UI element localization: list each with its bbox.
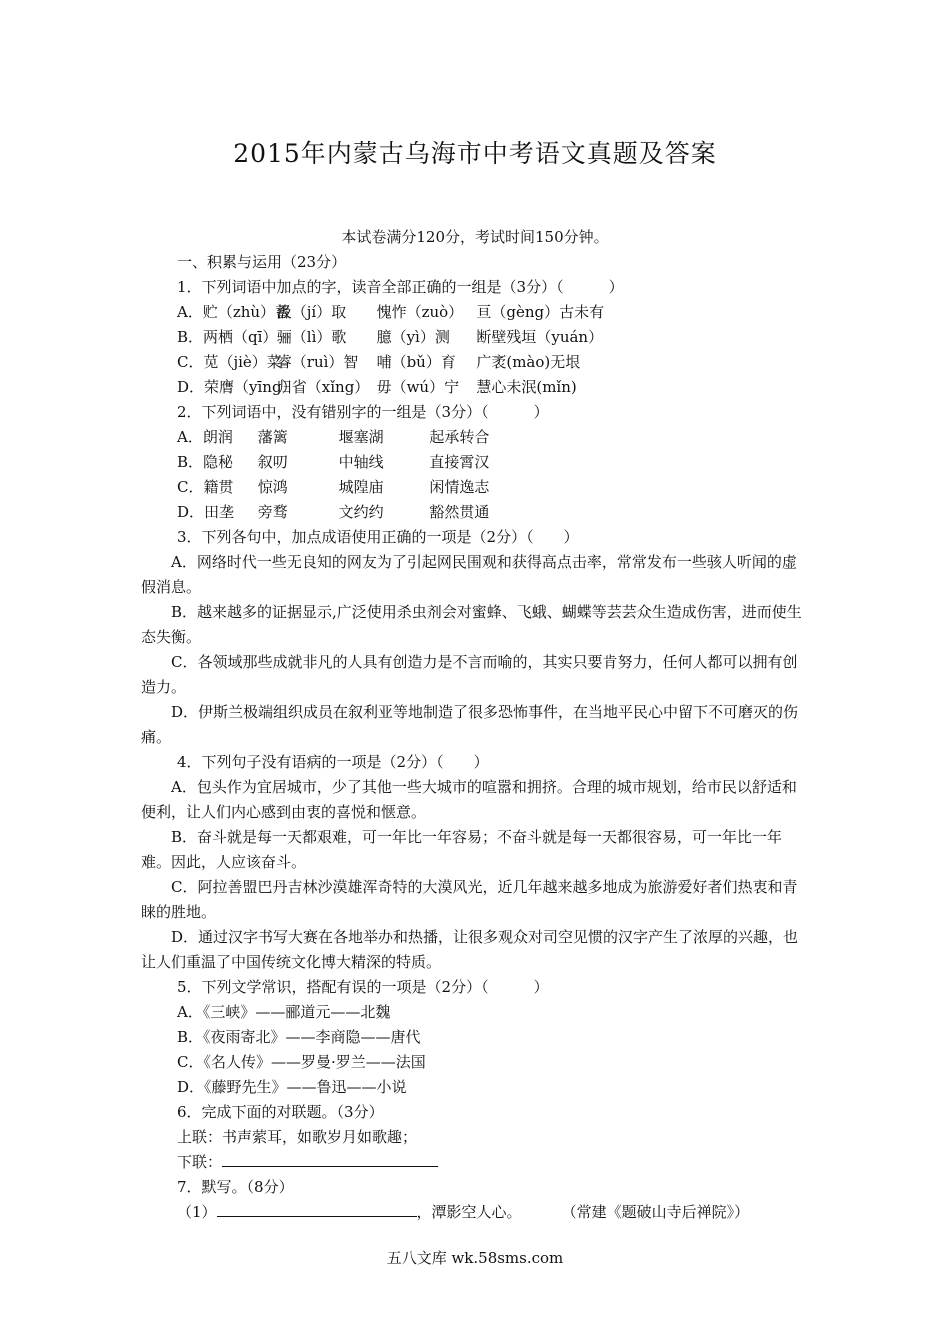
option-item: 闲情逸志 [429, 478, 490, 496]
question-2-option-b [141, 450, 811, 475]
question-1-option-b [141, 325, 811, 350]
option-item: 叙叨 [257, 453, 288, 471]
poem-line: ，潭影空人心。 [416, 1203, 522, 1221]
option-item: 臆（yì）测 [376, 328, 450, 346]
option-item: 骊（lì）歌 [276, 328, 347, 346]
poem-source: （常建《题破山寺后禅院》） [561, 1203, 750, 1221]
couplet-lower [141, 1150, 811, 1175]
answer-blank[interactable] [222, 1150, 438, 1167]
option-item: 文约约 [338, 503, 384, 521]
option-item: A．贮（zhù）蓄 [177, 303, 291, 321]
option-item: 广袤(mào)无垠 [476, 353, 581, 371]
question-2-option-d [141, 500, 811, 525]
couplet-lower-label: 下联： [177, 1153, 223, 1171]
question-2-stem: 2．下列词语中，没有错别字的一组是（3分）（ ） [177, 403, 549, 421]
option-item: 慧心未泯(mǐn) [476, 378, 577, 396]
option-item: 愧怍（zuò） [376, 303, 464, 321]
footer-watermark: 五八文库 wk.58sms.com [386, 1249, 564, 1267]
page-title: 2015年内蒙古乌海市中考语文真题及答案 [233, 139, 717, 168]
question-2-option-c [141, 475, 811, 500]
question-3-option-a: A．网络时代一些无良知的网友为了引起网民围观和获得高点击率，常常发布一些骇人听闻的虚假消息。 [141, 553, 797, 596]
option-item: 直接霄汉 [429, 453, 490, 471]
option-item: 堰塞湖 [338, 428, 384, 446]
option-item: B．两栖（qī） [177, 328, 278, 346]
option-item: 豁然贯通 [429, 503, 490, 521]
exam-intro: 本试卷满分120分，考试时间150分钟。 [341, 228, 609, 246]
question-5-stem: 5．下列文学常识，搭配有误的一项是（2分）（ ） [177, 978, 549, 996]
option-item: 起承转合 [429, 428, 490, 446]
question-3-option-d: D．伊斯兰极端组织成员在叙利亚等地制造了很多恐怖事件，在当地平民心中留下不可磨灭的伤痛。 [141, 703, 799, 746]
option-item: 亘（gèng）古未有 [476, 303, 605, 321]
option-item: D．田垄 [177, 503, 235, 521]
question-3-option-b: B．越来越多的证据显示,广泛使用杀虫剂会对蜜蜂、飞蛾、蝴蝶等芸芸众生造成伤害，进而使生态失衡。 [141, 603, 802, 646]
question-7-item-1 [141, 1200, 811, 1225]
question-2-option-a [141, 425, 811, 450]
question-4-option-b: B．奋斗就是每一天都艰难，可一年比一年容易；不奋斗就是每一天都很容易，可一年比一年难。因此，人应该奋斗。 [141, 828, 783, 871]
question-5-option-d: D．《藤野先生》——鲁迅——小说 [177, 1078, 407, 1096]
question-4-option-a: A．包头作为宜居城市，少了其他一些大城市的喧嚣和拥挤。合理的城市规划，给市民以舒适和便利，让人们内心感到由衷的喜悦和惬意。 [141, 778, 797, 821]
option-item: 中轴线 [338, 453, 384, 471]
answer-blank[interactable] [217, 1200, 417, 1217]
question-7-stem: 7．默写。（8分） [177, 1178, 294, 1196]
question-1-stem: 1．下列词语中加点的字，读音全部正确的一组是（3分）（ ） [177, 278, 624, 296]
option-item: 旁骛 [257, 503, 288, 521]
question-4-stem: 4．下列句子没有语病的一项是（2分）（ ） [177, 753, 489, 771]
question-1-option-c [141, 350, 811, 375]
question-5-option-b: B．《夜雨寄北》——李商隐——唐代 [177, 1028, 421, 1046]
question-1-option-a [141, 300, 811, 325]
option-item: 藩篱 [257, 428, 288, 446]
exam-content [141, 250, 811, 1225]
question-1-option-d [141, 375, 811, 400]
option-item: D．荣膺（yīng） [177, 378, 297, 396]
question-4-option-d: D．通过汉字书写大赛在各地举办和热播，让很多观众对司空见惯的汉字产生了浓厚的兴趣，也让人们重温了中国传统文化博大精深的特质。 [141, 928, 799, 971]
option-item: B．隐秘 [177, 453, 234, 471]
question-3-option-c: C．各领域那些成就非凡的人具有创造力是不言而喻的，其实只要肯努力，任何人都可以拥有创造力。 [141, 653, 798, 696]
option-item: 睿（ruì）智 [276, 353, 359, 371]
question-4-option-c: C．阿拉善盟巴丹吉林沙漠雄浑奇特的大漠风光，近几年越来越多地成为旅游爱好者们热衷和青睐的胜地。 [141, 878, 798, 921]
option-item: C．籍贯 [177, 478, 234, 496]
question-5-option-c: C．《名人传》——罗曼·罗兰——法国 [177, 1053, 426, 1071]
option-item: A．朗润 [177, 428, 233, 446]
section-heading: 一、积累与运用（23分） [177, 253, 347, 271]
couplet-upper: 上联：书声萦耳，如歌岁月如歌趣； [177, 1128, 418, 1146]
question-6-stem: 6．完成下面的对联题。（3分） [177, 1103, 384, 1121]
question-3-stem: 3．下列各句中，加点成语使用正确的一项是（2分）（ ） [177, 528, 579, 546]
item-number: （1） [177, 1203, 217, 1221]
option-item: 惊鸿 [257, 478, 288, 496]
option-item: C．苋（jiè）菜 [177, 353, 282, 371]
option-item: 归省（xǐng） [276, 378, 370, 396]
option-item: 城隍庙 [338, 478, 384, 496]
option-item: 毋（wú）宁 [376, 378, 460, 396]
option-item: 哺（bǔ）育 [376, 353, 456, 371]
question-5-option-a: A．《三峡》——郦道元——北魏 [177, 1003, 391, 1021]
option-item: 断壁残垣（yuán） [476, 328, 604, 346]
option-item: 汲（jí）取 [276, 303, 347, 321]
